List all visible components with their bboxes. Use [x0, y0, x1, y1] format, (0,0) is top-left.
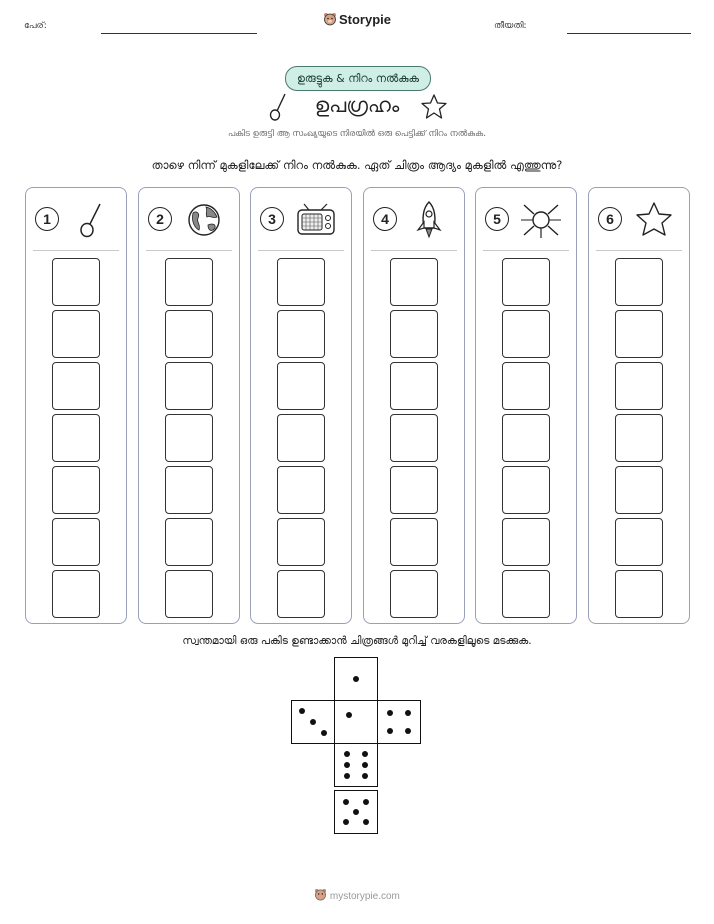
- color-box[interactable]: [277, 466, 325, 514]
- column-number: 3: [260, 207, 284, 231]
- earth-icon: [184, 200, 224, 240]
- color-box[interactable]: [502, 466, 550, 514]
- name-label: പേര്:: [24, 21, 47, 31]
- star-icon: [420, 93, 448, 120]
- color-box[interactable]: [615, 310, 663, 358]
- column-number: 4: [373, 207, 397, 231]
- page-title: ഉപഗ്രഹം: [314, 93, 400, 117]
- bear-icon: [323, 12, 337, 26]
- satellite-icon: [521, 200, 561, 240]
- column-divider: [371, 250, 457, 251]
- color-box[interactable]: [502, 518, 550, 566]
- color-box[interactable]: [277, 414, 325, 462]
- color-box[interactable]: [502, 362, 550, 410]
- color-box[interactable]: [165, 362, 213, 410]
- column-4: [363, 187, 465, 624]
- star-icon: [634, 200, 674, 240]
- column-divider: [33, 250, 119, 251]
- spoon-icon: [71, 200, 111, 240]
- color-box[interactable]: [52, 310, 100, 358]
- column-divider: [146, 250, 232, 251]
- color-box[interactable]: [52, 466, 100, 514]
- date-label: തീയതി:: [494, 21, 527, 31]
- column-divider: [596, 250, 682, 251]
- column-number: 6: [598, 207, 622, 231]
- die-face-three: [291, 700, 335, 744]
- color-box[interactable]: [165, 414, 213, 462]
- color-box[interactable]: [277, 362, 325, 410]
- color-box[interactable]: [502, 570, 550, 618]
- color-box[interactable]: [165, 570, 213, 618]
- color-box[interactable]: [165, 466, 213, 514]
- brand-name: Storypie: [338, 12, 391, 27]
- color-box[interactable]: [615, 466, 663, 514]
- die-face-six: [334, 743, 378, 787]
- color-box[interactable]: [390, 258, 438, 306]
- bear-icon: [314, 888, 327, 901]
- color-box[interactable]: [390, 570, 438, 618]
- die-net: [291, 657, 425, 835]
- color-box[interactable]: [502, 414, 550, 462]
- color-box[interactable]: [615, 570, 663, 618]
- footer-url[interactable]: mystorypie.com: [329, 891, 400, 902]
- color-box[interactable]: [615, 362, 663, 410]
- die-face-four: [377, 700, 421, 744]
- rocket-icon: [409, 200, 449, 240]
- color-box[interactable]: [615, 414, 663, 462]
- color-box[interactable]: [390, 310, 438, 358]
- column-3: [250, 187, 352, 624]
- column-1: [25, 187, 127, 624]
- name-line[interactable]: [101, 33, 257, 34]
- column-number: 1: [35, 207, 59, 231]
- column-divider: [483, 250, 569, 251]
- column-2: [138, 187, 240, 624]
- color-box[interactable]: [165, 518, 213, 566]
- color-box[interactable]: [52, 258, 100, 306]
- die-face-one: [334, 700, 378, 744]
- color-box[interactable]: [615, 258, 663, 306]
- color-box[interactable]: [277, 570, 325, 618]
- column-5: [475, 187, 577, 624]
- color-box[interactable]: [52, 414, 100, 462]
- color-box[interactable]: [502, 258, 550, 306]
- die-face-five: [334, 790, 378, 834]
- activity-badge: ഉരുട്ടുക & നിറം നൽകുക: [285, 66, 431, 91]
- color-box[interactable]: [277, 518, 325, 566]
- column-number: 2: [148, 207, 172, 231]
- color-box[interactable]: [390, 414, 438, 462]
- color-box[interactable]: [52, 362, 100, 410]
- subtitle: പകിട ഉരുട്ടി ആ സംഖ്യയുടെ നിരയിൽ ഒരു പെട്ടിക്ക് നിറം നൽകുക.: [228, 129, 486, 139]
- color-box[interactable]: [390, 518, 438, 566]
- fold-instruction: സ്വന്തമായി ഒരു പകിട ഉണ്ടാക്കാൻ ചിത്രങ്ങൾ മുറിച്ച് വരകളിലൂടെ മടക്കുക.: [182, 635, 532, 647]
- column-divider: [258, 250, 344, 251]
- color-box[interactable]: [277, 310, 325, 358]
- die-face-one: [334, 657, 378, 701]
- color-box[interactable]: [502, 310, 550, 358]
- date-line[interactable]: [567, 33, 691, 34]
- column-number: 5: [485, 207, 509, 231]
- color-box[interactable]: [615, 518, 663, 566]
- footer: [0, 888, 714, 902]
- color-box[interactable]: [277, 258, 325, 306]
- color-box[interactable]: [390, 362, 438, 410]
- radio-icon: [296, 200, 336, 240]
- brand-logo: [0, 12, 714, 27]
- color-box[interactable]: [52, 570, 100, 618]
- color-box[interactable]: [390, 466, 438, 514]
- color-box[interactable]: [165, 310, 213, 358]
- color-box[interactable]: [165, 258, 213, 306]
- column-6: [588, 187, 690, 624]
- color-box[interactable]: [52, 518, 100, 566]
- instruction-text: താഴെ നിന്ന് മുകളിലേക്ക് നിറം നൽകുക. ഏത് ചിത്രം ആദ്യം മുകളിൽ എത്തുന്നു?: [151, 158, 563, 172]
